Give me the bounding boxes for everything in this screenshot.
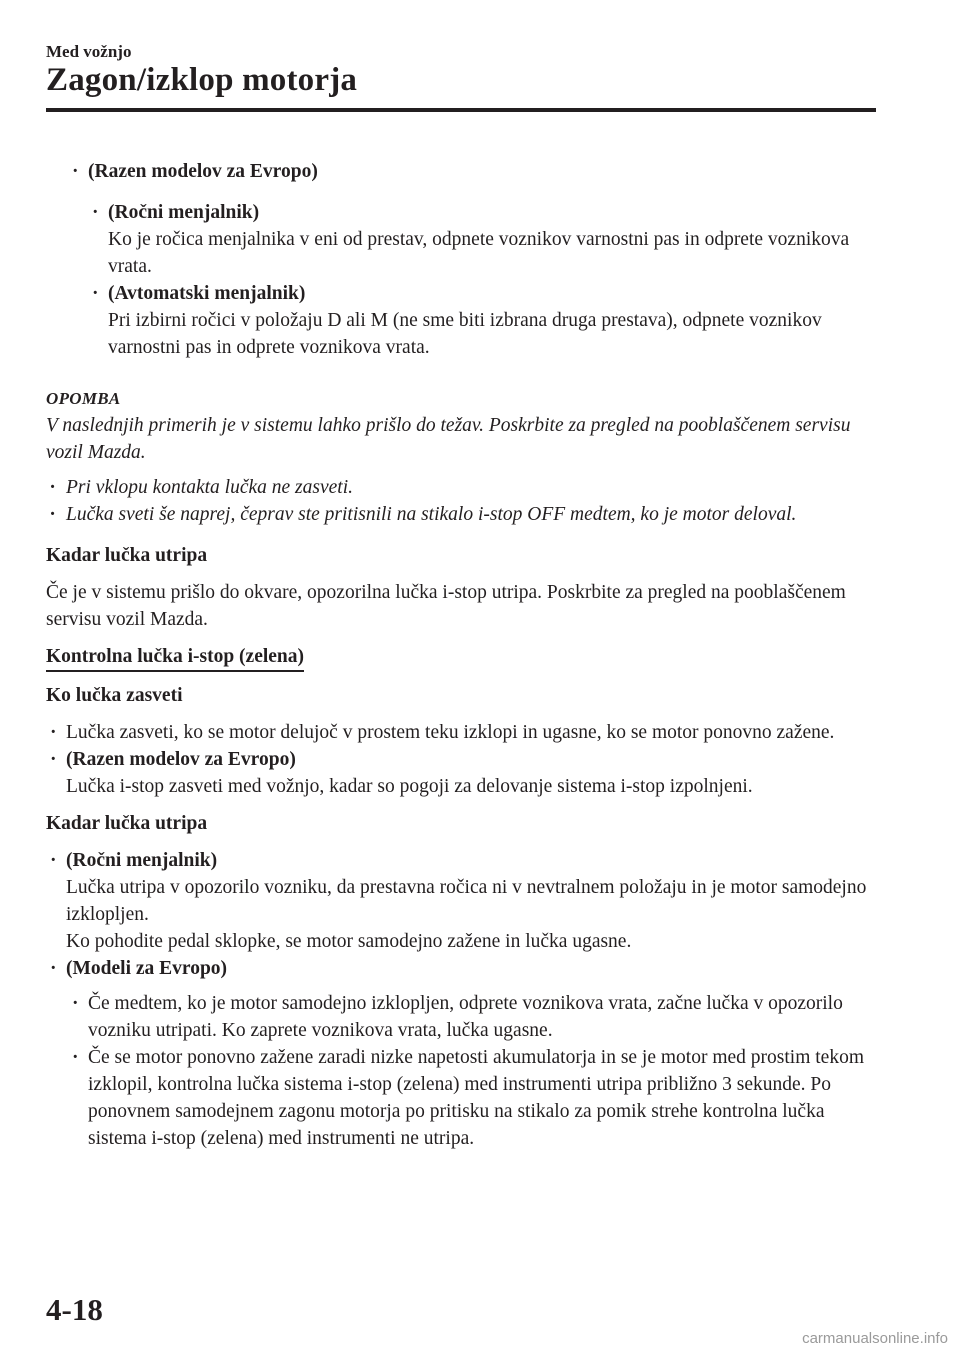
blink-europe-item <box>68 1044 876 1152</box>
on-item-1 <box>46 719 876 746</box>
blink-europe-label: · (Modeli za Evropo) <box>66 958 228 979</box>
on-item-2-label: · (Razen modelov za Evropo) <box>66 749 296 770</box>
on-item-2-text: Lučka i-stop zasveti med vožnjo, kadar so pogoji za delovanje sistema i-stop izpolnjeni. <box>66 776 753 797</box>
manual-text: Ko je ročica menjalnika v eni od prestav, odpnete voznikov varnostni pas in odprete voznikova vrata. <box>108 229 850 277</box>
section-label: Med vožnjo <box>46 42 132 61</box>
blink-manual-text-1: Lučka utripa v opozorilo vozniku, da prestavna ročica ni v nevtralnem položaju in je motor samodejno izklopljen. <box>66 877 867 925</box>
page-title: Zagon/izklop motorja <box>46 62 358 98</box>
manual-label: · (Ročni menjalnik) <box>108 202 260 223</box>
auto-text: Pri izbirni ročici v položaju D ali M (ne sme biti izbrana druga prestava), odpnete voznikov varnostni pas in odprete voznikova vrata. <box>108 310 822 358</box>
note-item-text: Lučka sveti še naprej, čeprav ste pritisnili na stikalo i-stop OFF medtem, ko je motor deloval. <box>66 504 797 525</box>
blink-europe-item-text: Če medtem, ko je motor samodejno izklopljen, odprete voznikova vrata, začne lučka v opozorilo vozniku utripati. Ko zaprete voznikova vrata, lučka ugasne. <box>88 993 843 1041</box>
europe-excl-label: (Razen modelov za Evropo) <box>88 161 318 182</box>
note-heading: OPOMBA <box>46 389 121 408</box>
auto-label: · (Avtomatski menjalnik) <box>108 283 306 304</box>
on-item-2 <box>46 746 876 800</box>
note-item <box>46 501 876 528</box>
watermark: carmanualsonline.info <box>802 1330 948 1347</box>
note-item <box>46 474 876 501</box>
list-item-manual <box>88 199 876 280</box>
page-number: 4-18 <box>46 1292 103 1327</box>
list-item-automatic <box>88 280 876 361</box>
on-item-1-text: Lučka zasveti, ko se motor delujoč v prostem teku izklopi in ugasne, ko se motor ponovno zažene. <box>66 722 835 743</box>
note-item-text: Pri vklopu kontakta lučka ne zasveti. <box>66 477 353 498</box>
blink-europe-item <box>68 990 876 1044</box>
blink-item-europe <box>46 955 876 982</box>
blink-manual-label: · (Ročni menjalnik) <box>66 850 218 871</box>
page-content <box>46 158 876 1152</box>
on-heading: Ko lučka zasveti <box>46 685 183 706</box>
blink-heading-2: Kadar lučka utripa <box>46 813 208 834</box>
blink-item-manual <box>46 847 876 955</box>
blink-heading-1: Kadar lučka utripa <box>46 545 208 566</box>
blink-text-1: Če je v sistemu prišlo do okvare, opozorilna lučka i-stop utripa. Poskrbite za pregled na pooblaščenem servisu vozil Mazda. <box>46 582 846 630</box>
green-title-wrap <box>46 643 876 672</box>
note-text: V naslednjih primerih je v sistemu lahko prišlo do težav. Poskrbite za pregled na pooblaščenem servisu vozil Mazda. <box>46 415 851 463</box>
blink-europe-item-text: Če se motor ponovno zažene zaradi nizke napetosti akumulatorja in se je motor med prostim tekom izklopil, kontrolna lučka sistema i-stop (zelena) med instrumenti utripa približno 3 sekunde. Po ponovnem samodejnem zagonu motorja po pritisku na stikalo za pomik strehe kontrolna lučka sistema i-stop (zelena) med instrumenti ne utripa. <box>88 1047 864 1149</box>
header-rule <box>46 108 876 112</box>
list-item-europe-excl <box>68 158 876 185</box>
green-indicator-title: Kontrolna lučka i-stop (zelena) <box>46 645 304 672</box>
blink-manual-text-2: Ko pohodite pedal sklopke, se motor samodejno zažene in lučka ugasne. <box>66 931 632 952</box>
